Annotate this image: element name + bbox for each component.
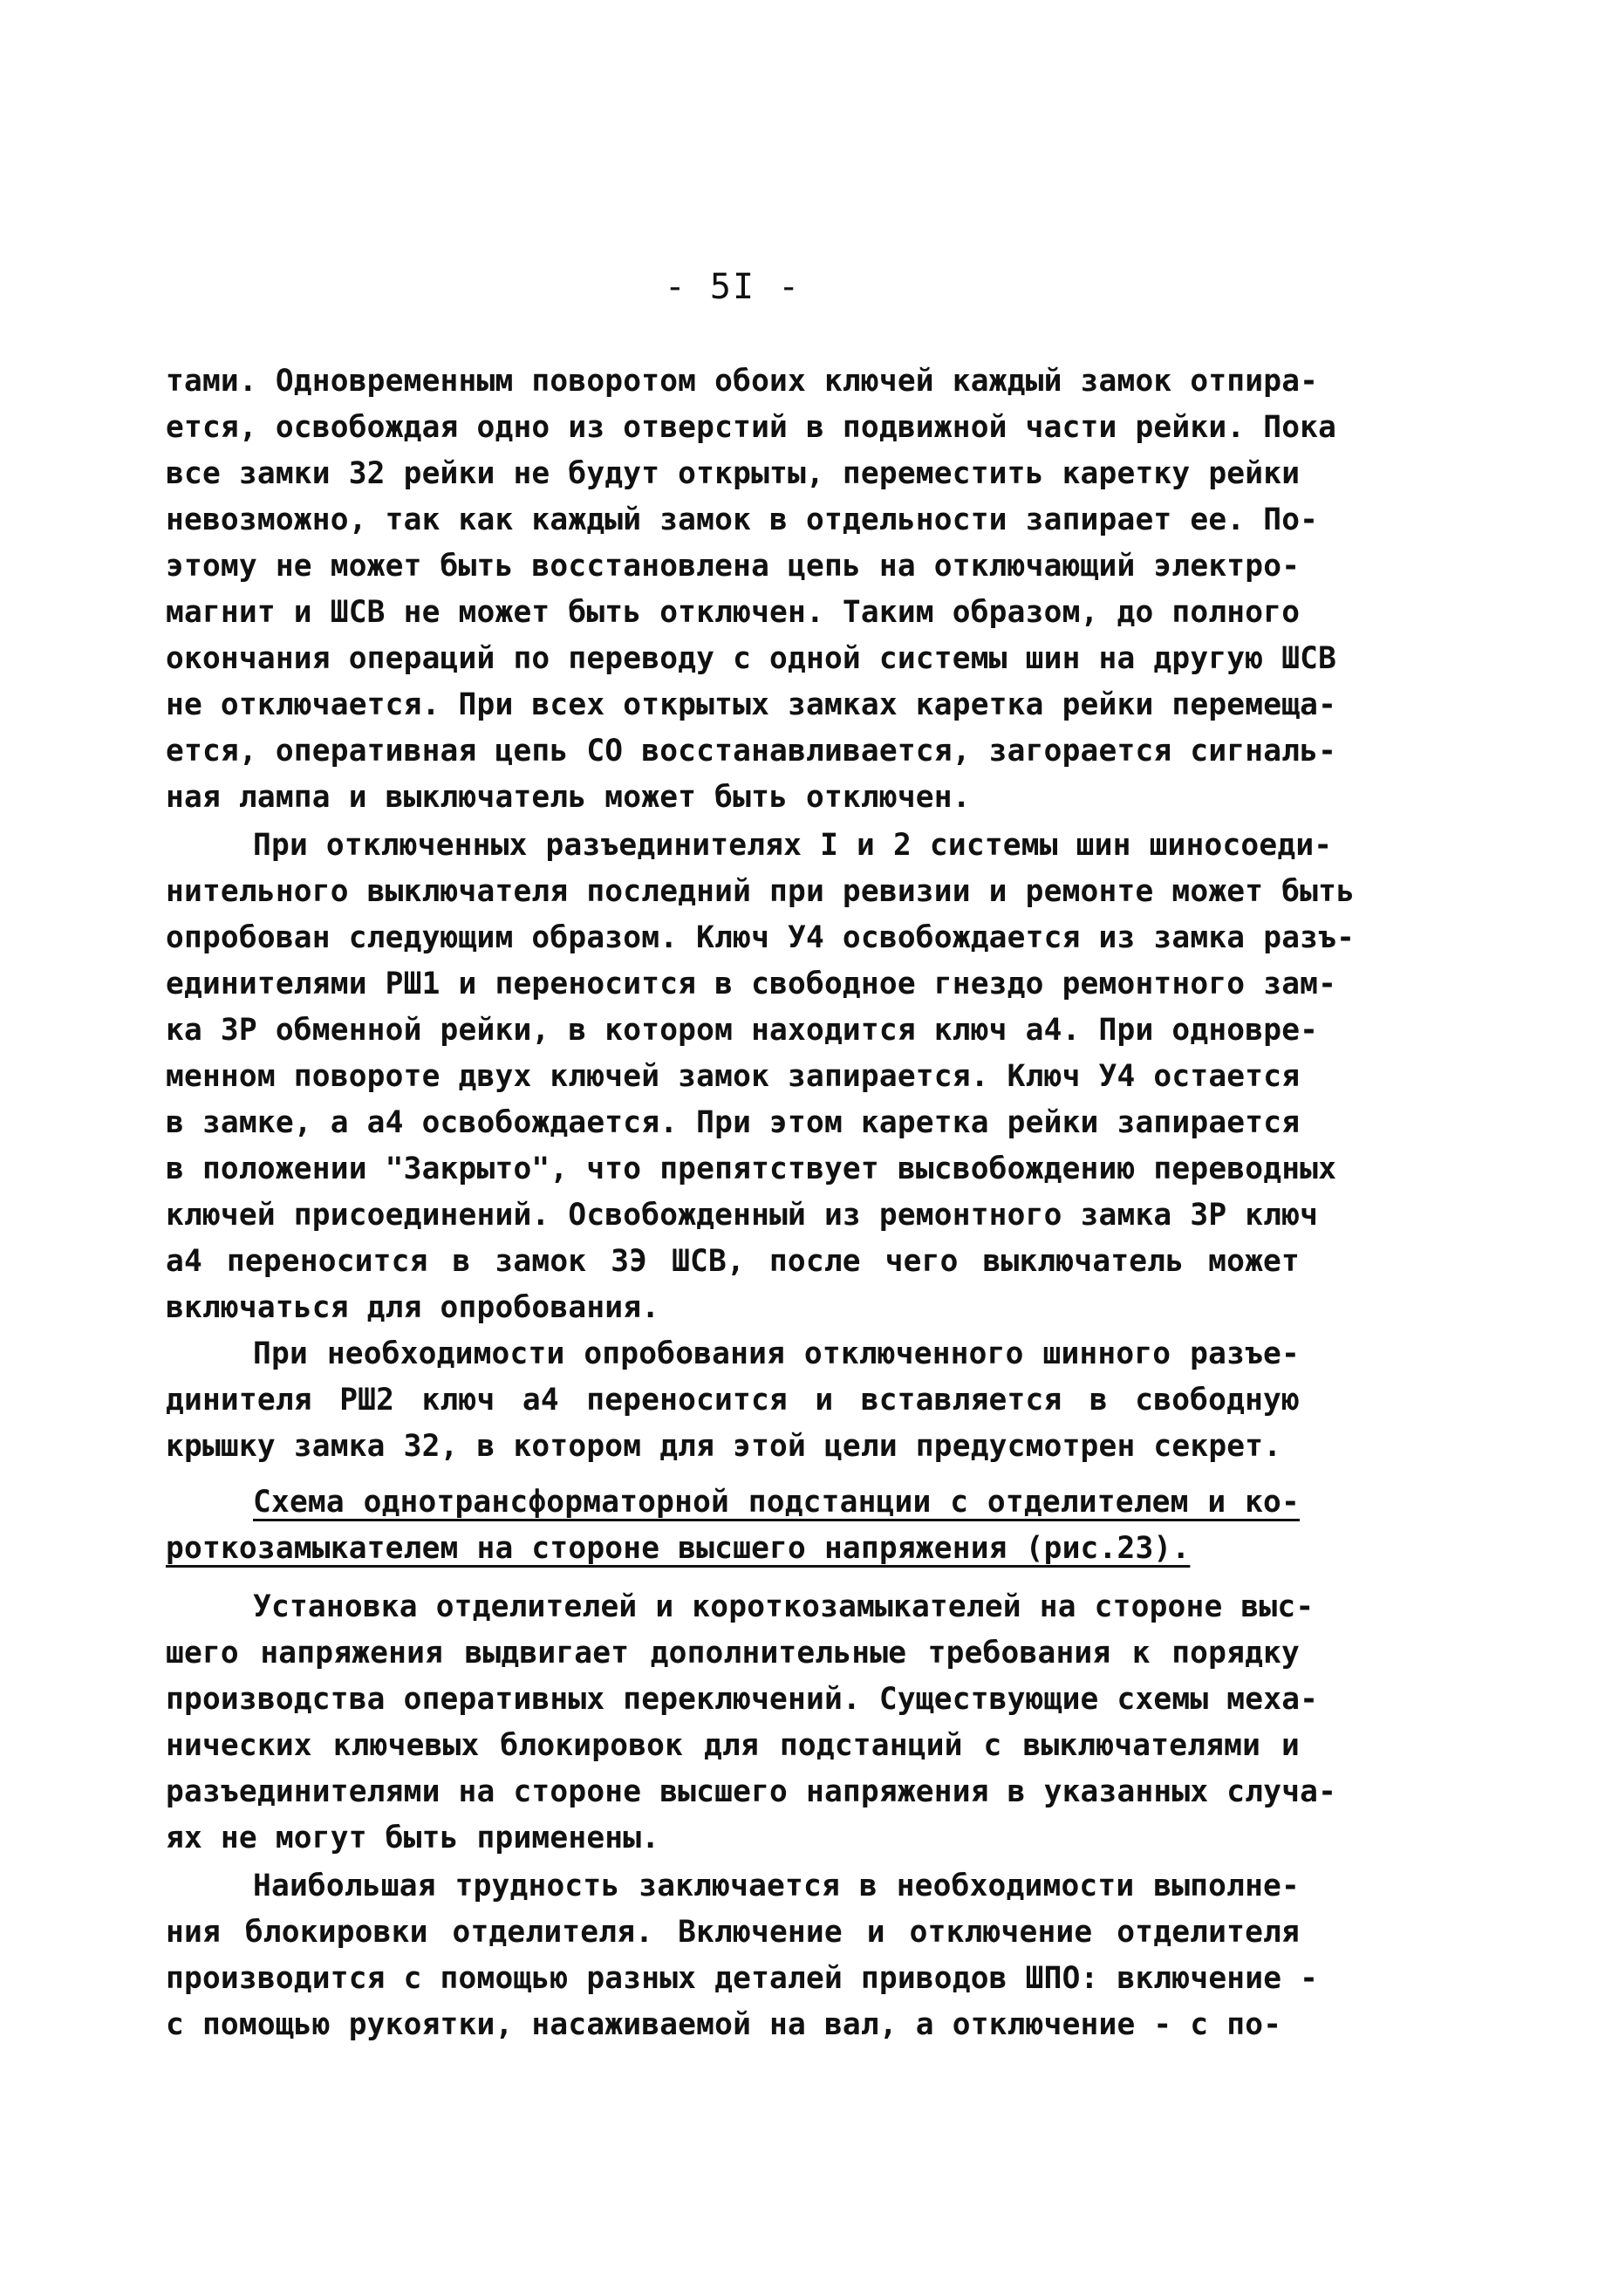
text-line: При необходимости опробования отключенного шинного разъе- [253,1336,1300,1371]
text-line: ния блокировки отделителя. Включение и отключение отделителя [166,1915,1300,1950]
text-line: шего напряжения выдвигает дополнительные требования к порядку [166,1636,1300,1671]
text-line: этому не может быть восстановлена цепь на отключающий электро- [166,549,1301,584]
text-line: производится с помощью разных деталей приводов ШПО: включение - [166,1961,1319,1996]
text-line: опробован следующим образом. Ключ У4 освобождается из замка разъ- [166,920,1356,955]
text-line: менном повороте двух ключей замок запирается. Ключ У4 остается [166,1059,1301,1094]
text-line: нительного выключателя последний при ревизии и ремонте может быть [166,874,1356,909]
text-line: а4 переносится в замок 3Э ШСВ, после чего выключатель может [166,1244,1300,1279]
text-line: нических ключевых блокировок для подстанций с выключателями и [166,1728,1300,1763]
text-line: ется, оперативная цепь СО восстанавливается, загорается сигналь- [166,734,1337,769]
text-line: в положении "Закрыто", что препятствует высвобождению переводных [166,1151,1337,1186]
section-heading-line: Схема однотрансформаторной подстанции с отделителем и ко- [253,1485,1300,1520]
text-line: При отключенных разъединителях I и 2 системы шин шиносоеди- [253,828,1333,863]
text-line: ка 3Р обменной рейки, в котором находится ключ а4. При одновре- [166,1013,1319,1048]
text-line: единителями РШ1 и переносится в свободное гнездо ремонтного зам- [166,967,1337,1001]
text-line: магнит и ШСВ не может быть отключен. Таким образом, до полного [166,595,1301,630]
text-line: окончания операций по переводу с одной системы шин на другую ШСВ [166,641,1337,676]
text-line: динителя РШ2 ключ а4 переносится и вставляется в свободную [166,1383,1300,1418]
section-heading-line: роткозамыкателем на стороне высшего напряжения (рис.23). [166,1531,1191,1566]
text-line: Установка отделителей и короткозамыкателей на стороне выс- [253,1589,1315,1624]
text-line: крышку замка 32, в котором для этой цели предусмотрен секрет. [166,1429,1282,1464]
text-line: с помощью рукоятки, насаживаемой на вал, а отключение - с по- [166,2007,1282,2042]
text-line: тами. Одновременным поворотом обоих ключей каждый замок отпира- [166,364,1319,399]
text-line: разъединителями на стороне высшего напряжения в указанных случа- [166,1774,1337,1809]
page-number: - 5I - [664,267,802,307]
text-line: невозможно, так как каждый замок в отдельности запирает ее. По- [166,502,1319,537]
text-line: включаться для опробования. [166,1290,660,1325]
text-line: ная лампа и выключатель может быть отключен. [166,780,971,815]
text-line: в замке, а а4 освобождается. При этом каретка рейки запирается [166,1105,1301,1140]
text-line: производства оперативных переключений. Существующие схемы меха- [166,1682,1319,1717]
text-line: ях не могут быть применены. [166,1821,660,1855]
text-line: все замки 32 рейки не будут открыты, переместить каретку рейки [166,456,1301,491]
text-line: ключей присоединений. Освобожденный из ремонтного замка 3Р ключ [166,1198,1319,1233]
text-line: Наибольшая трудность заключается в необходимости выполне- [253,1869,1300,1903]
text-line: ется, освобождая одно из отверстий в подвижной части рейки. Пока [166,410,1337,445]
text-line: не отключается. При всех открытых замках каретка рейки перемеща- [166,687,1337,722]
